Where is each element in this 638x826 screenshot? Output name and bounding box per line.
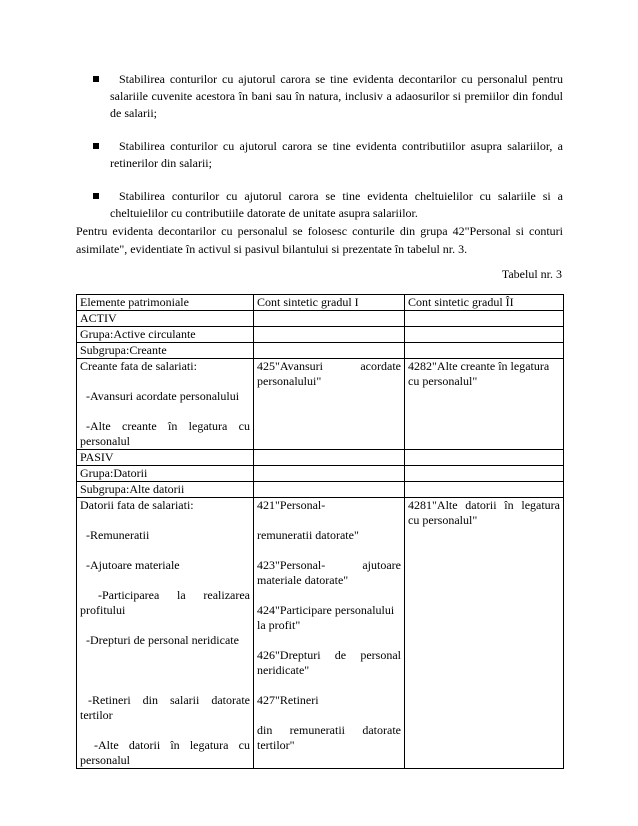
header-cell: Cont sintetic gradul I: [254, 295, 405, 311]
header-cell: Elemente patrimoniale: [77, 295, 254, 311]
section-label: ACTIV: [77, 311, 254, 327]
bullet-text: Stabilirea conturilor cu ajutorul carora se tine evidenta cheltuielilor cu salariile si a cheltuielilor cu contributiile datorate de unitate asupra salariilor.: [110, 189, 563, 220]
datorii-item: -Drepturi de personal neridicate: [86, 633, 239, 647]
subgroup-label: Subgrupa:Alte datorii: [77, 482, 254, 498]
section-label: PASIV: [77, 450, 254, 466]
datorii-title: Datorii fata de salariati:: [80, 498, 194, 512]
bullet-item: [93, 71, 563, 122]
table-row: [77, 482, 564, 498]
subgroup-label: Subgrupa:Creante: [77, 343, 254, 359]
table-row: [77, 466, 564, 482]
bullet-text: Stabilirea conturilor cu ajutorul carora se tine evidenta contributiilor asupra salariilor, a retinerilor din salarii;: [110, 139, 563, 170]
header-cell: Cont sintetic gradul ÎI: [405, 295, 564, 311]
table-row: [77, 343, 564, 359]
table-cell: [254, 498, 405, 769]
table-caption: Tabelul nr. 3: [501, 267, 562, 281]
bullet-list: [93, 71, 563, 238]
table-cell: [405, 450, 564, 466]
bullet-item: [93, 188, 563, 222]
table-header-row: [77, 295, 564, 311]
table-cell: [77, 359, 254, 450]
table-cell: 4282"Alte creante în legatura cu personalul": [405, 359, 564, 450]
bullet-text: Stabilirea conturilor cu ajutorul carora se tine evidenta decontarilor cu personalul pentru salariile cuvenite acestora în bani sau în natura, inclusiv a adaosurilor si premiilor din fondul de salarii;: [110, 72, 563, 120]
bullet-square-icon: [93, 76, 99, 82]
cont-line: 421"Personal-: [257, 498, 326, 512]
table-cell: [254, 327, 405, 343]
creante-title: Creante fata de salariati:: [80, 359, 197, 373]
table-cell: [405, 311, 564, 327]
datorii-item: -Alte datorii în legatura cu personalul: [80, 738, 250, 767]
table-cell: [254, 450, 405, 466]
table-row: [77, 359, 564, 450]
cont-line: 424"Participare personalului la profit": [257, 603, 395, 632]
table-row: [77, 450, 564, 466]
bullet-square-icon: [93, 143, 99, 149]
table-cell: 425"Avansuri acordate personalului": [254, 359, 405, 450]
cont-line: 423"Personal- ajutoare materiale datorate": [257, 558, 401, 587]
table-cell: [405, 466, 564, 482]
creante-item: -Avansuri acordate personalului: [86, 389, 240, 403]
bullet-item: [93, 138, 563, 172]
table-cell: [405, 482, 564, 498]
cont-line: remuneratii datorate": [257, 528, 359, 542]
table-cell: [254, 343, 405, 359]
datorii-item: -Ajutoare materiale: [86, 558, 180, 572]
table-cell: [254, 311, 405, 327]
bullet-square-icon: [93, 193, 99, 199]
table-cell: [254, 466, 405, 482]
table-cell: [254, 482, 405, 498]
table-cell: [77, 498, 254, 769]
table-row: [77, 311, 564, 327]
accounts-table: [76, 294, 564, 769]
cont-line: 426"Drepturi de personal neridicate": [257, 648, 401, 677]
group-label: Grupa:Active circulante: [77, 327, 254, 343]
table-row: [77, 498, 564, 769]
intro-paragraph: Pentru evidenta decontarilor cu personalul se folosesc conturile din grupa 42"Personal si conturi asimilate", evidentiate în activul si pasivul bilantului si prezentate în tabelul nr. 3.: [76, 224, 563, 256]
group-label: Grupa:Datorii: [77, 466, 254, 482]
creante-item: -Alte creante în legatura cu personalul: [80, 419, 250, 448]
datorii-item: -Retineri din salarii datorate tertilor: [80, 693, 250, 722]
cont-line: 427"Retineri: [257, 693, 319, 707]
datorii-item: -Remuneratii: [86, 528, 150, 542]
table-row: [77, 327, 564, 343]
table-cell: 4281"Alte datorii în legatura cu personalul": [405, 498, 564, 769]
table-cell: [405, 327, 564, 343]
datorii-item: -Participarea la realizarea profitului: [80, 588, 250, 617]
cont-line: din remuneratii datorate tertilor": [257, 723, 401, 752]
table-cell: [405, 343, 564, 359]
